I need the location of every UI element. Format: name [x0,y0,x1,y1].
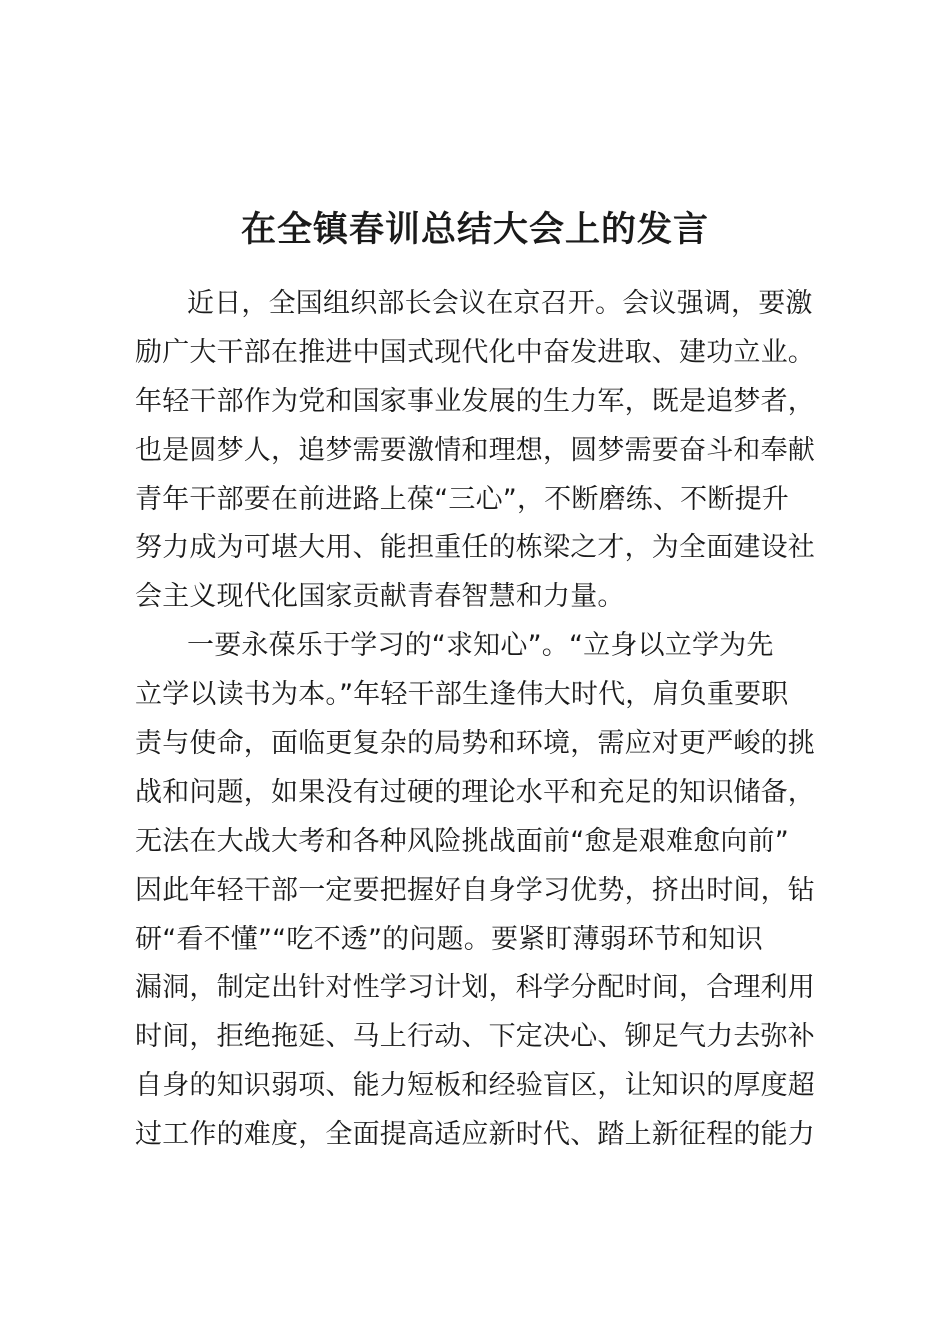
body-line: 漏洞，制定出针对性学习计划，科学分配时间，合理利用 [135,972,815,1004]
document-body [135,280,835,1160]
body-line: 一要永葆乐于学习的“求知心”。“立身以立学为先 [187,630,774,662]
body-line: 因此年轻干部一定要把握好自身学习优势，挤出时间，钻 [135,874,815,906]
body-line: 年轻干部作为党和国家事业发展的生力军，既是追梦者， [135,385,815,417]
body-line: 战和问题，如果没有过硬的理论水平和充足的知识储备， [135,776,815,808]
body-line: 无法在大战大考和各种风险挑战面前“愈是艰难愈向前” [135,825,789,857]
body-line: 努力成为可堪大用、能担重任的栋梁之才，为全面建设社 [135,532,815,564]
body-line: 也是圆梦人，追梦需要激情和理想，圆梦需要奋斗和奉献 [135,434,815,466]
body-line: 自身的知识弱项、能力短板和经验盲区，让知识的厚度超 [135,1070,815,1102]
body-line: 过工作的难度，全面提高适应新时代、踏上新征程的能力 [135,1119,815,1151]
body-line: 会主义现代化国家贡献青春智慧和力量。 [135,581,625,613]
body-line: 青年干部要在前进路上葆“三心”，不断磨练、不断提升 [135,483,789,515]
body-line: 立学以读书为本。”年轻干部生逢伟大时代，肩负重要职 [135,679,789,711]
document-title: 在全镇春训总结大会上的发言 [240,210,709,250]
body-line: 责与使命，面临更复杂的局势和环境，需应对更严峻的挑 [135,728,815,760]
body-line: 近日，全国组织部长会议在京召开。会议强调，要激 [187,288,813,319]
body-line: 研“看不懂”“吃不透”的问题。要紧盯薄弱环节和知识 [135,923,763,955]
body-line: 时间，拒绝拖延、马上行动、下定决心、铆足气力去弥补 [135,1021,815,1053]
body-line: 励广大干部在推进中国式现代化中奋发进取、建功立业。 [135,336,815,368]
